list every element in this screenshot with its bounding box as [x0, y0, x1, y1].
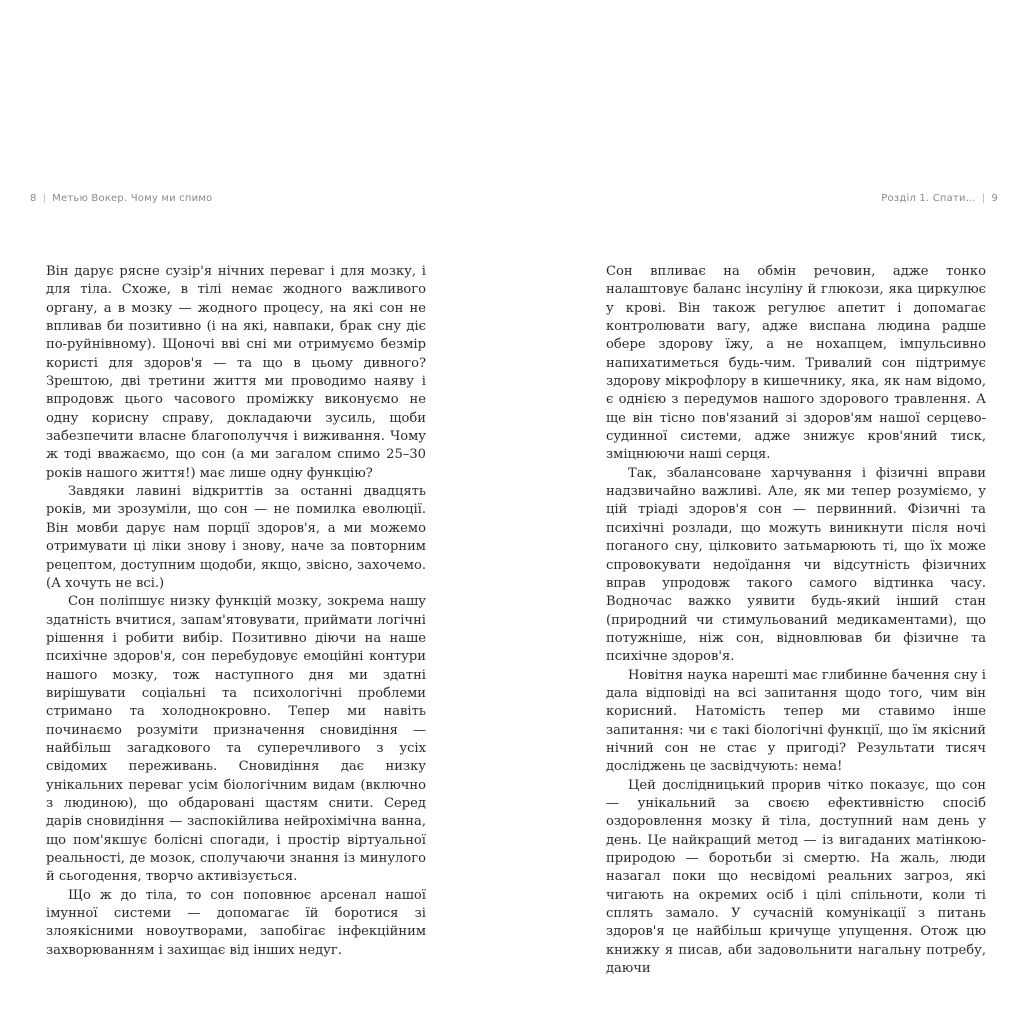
left-running-title: Метью Вокер. Чому ми спимо: [52, 193, 213, 204]
paragraph: Що ж до тіла, то сон поповнює арсенал нашої імунної системи — допомагає їй боротися зі злоякісними новоутворами, запобігає інфекційним захворюванням і захищає від інших недуг.: [46, 887, 426, 958]
right-page-number: 9: [991, 193, 998, 204]
right-running-title: Розділ 1. Спати...: [881, 193, 976, 204]
paragraph: Сон впливає на обмін речовин, адже тонко налаштовує баланс інсуліну й глюкози, яка циркулює у крові. Він також регулює апетит і допомагає контролювати вагу, адже виспана людина радше обере здорову їжу, а не нохапцем, імпульсивно напихатиметься будь-чим. Тривалий сон підтримує здорову мікрофлору в кишечнику, яка, як нам відомо, є однією з передумов нашого здорового травлення. А ще він тісно пов'язаний зі здоров'ям нашої серцево-судинної системи, адже знижує кров'яний тиск, зміцнюючи наші серця.: [606, 264, 986, 463]
paragraph: Сон поліпшує низку функцій мозку, зокрема нашу здатність вчитися, запам'ятовувати, приймати логічні рішення і робити вибір. Позитивно діючи на наше психічне здоров'я, сон перебудовує емоційні контури нашого мозку, тож наступного дня ми здатні вирішувати соціальні та психологічні проблеми стримано та холоднокровно. Тепер ми навіть починаємо розуміти призначення сновидіння — найбільш загадкового та суперечливого з усіх свідомих переживань. Сновидіння дає низку унікальних переваг усім біологічним видам (включно з людиною), що обдаровані щастям снити. Серед дарів сновидіння — заспокійлива нейрохімічна ванна, що пом'якшує болісні спогади, і простір віртуальної реальності, де мозок, сполучаючи знання із минулого й сьогодення, творчо активізується.: [46, 594, 426, 885]
paragraph: Так, збалансоване харчування і фізичні вправи надзвичайно важливі. Але, як ми тепер розуміємо, у цій тріаді здоров'я сон — первинний. Фізичні та психічні розлади, що можуть виникнути після ночі поганого сну, цілковито затьмарюють ті, що їх може спровокувати недоїдання чи відсутність фізичних вправ упродовж такого самого відтинка часу. Водночас важко уявити будь-який інший стан (природний чи стимульований медикаментами), що потужніше, ніж сон, відновлював би фізичне та психічне здоров'я.: [606, 465, 986, 665]
right-running-head: [881, 193, 998, 204]
left-page-number: 8: [30, 193, 37, 204]
paragraph: Новітня наука нарешті має глибинне бачення сну і дала відповіді на всі запитання щодо того, чим він корисний. Натомість тепер ми ставимо інше запитання: чи є такі біологічні функції, що їм якісний нічний сон не стає у пригоді? Результати тисяч досліджень це засвідчують: нема!: [606, 667, 986, 775]
right-page-body: [606, 263, 986, 978]
left-page-body: [46, 263, 426, 960]
paragraph: Він дарує рясне сузір'я нічних переваг і для мозку, і для тіла. Схоже, в тілі немає жодного важливого органу, а в мозку — жодного процесу, на які сон не впливав би позитивно (і на які, навпаки, брак сну діє по-руйнівному). Щоночі вві сні ми отримуємо безмір користі для здоров'я — та що в цьому дивного? Зрештою, дві третини життя ми проводимо наяву і впродовж цього часового проміжку виконуємо не одну корисну справу, докладаючи зусиль, щоби забезпечити власне благополуччя і виживання. Чому ж тоді вважаємо, що сон (а ми загалом спимо 25–30 років нашого життя!) має лише одну функцію?: [46, 264, 426, 481]
header-separator: |: [42, 193, 47, 204]
left-running-head: [30, 193, 212, 204]
paragraph: Завдяки лавині відкриттів за останні двадцять років, ми зрозуміли, що сон — не помилка еволюції. Він мовби дарує нам порції здоров'я, а ми можемо отримувати ці ліки знову і знову, наче за повторним рецептом, доступним щодоби, якщо, звісно, захочемо. (А хочуть не всі.): [46, 484, 426, 591]
header-separator: |: [981, 193, 986, 204]
paragraph: Цей дослідницький прорив чітко показує, що сон — унікальний за своєю ефективністю спосіб оздоровлення мозку й тіла, доступний нам день у день. Це найкращий метод — із вигаданих матінкою-природою — боротьби зі смертю. На жаль, люди назагал поки що несвідомі реальних загроз, які чигають на окремих осіб і цілі спільноти, коли ті сплять замало. У сучасній комунікації з питань здоров'я це найбільш кричуще упущення. Отож цю книжку я писав, аби задовольнити нагальну потребу, даючи: [606, 777, 986, 977]
